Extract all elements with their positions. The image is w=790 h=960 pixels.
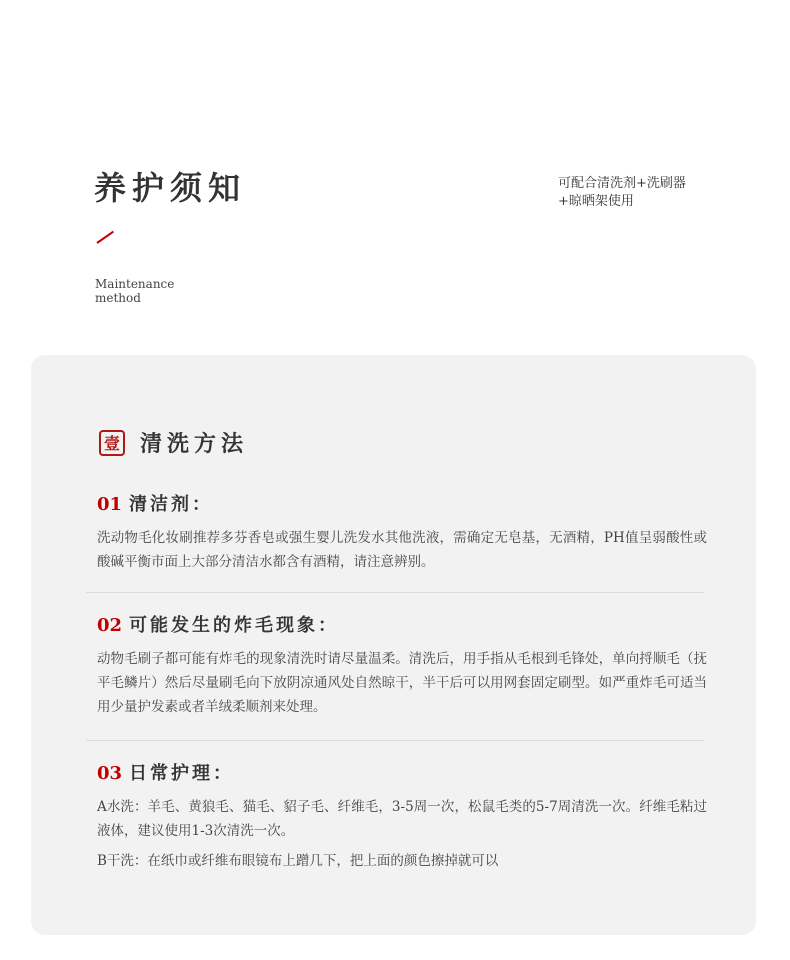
item-number: 01 <box>97 494 123 515</box>
item-title: 可能发生的炸毛现象： <box>129 615 339 636</box>
item-number: 03 <box>97 763 123 784</box>
item-header <box>97 759 707 785</box>
tip-line-2: +晾晒架使用 <box>558 194 634 209</box>
subtitle-line-1: Maintenance <box>95 277 175 291</box>
item-detergent <box>97 490 707 574</box>
subtitle-line-2: method <box>95 291 141 305</box>
page-subtitle <box>95 277 205 305</box>
item-paragraph-wash: A水洗：羊毛、黄狼毛、猫毛、貂子毛、纤维毛，3-5周一次，松鼠毛类的5-7周清洗一次。纤维毛粘过液体，建议使用1-3次清洗一次。 <box>97 799 707 839</box>
section-header <box>99 427 248 458</box>
item-number: 02 <box>97 615 123 636</box>
item-frizz <box>97 611 707 719</box>
item-header <box>97 490 707 516</box>
item-title: 清洁剂： <box>129 494 213 515</box>
cleaning-method-card <box>31 355 756 935</box>
item-paragraph-dry: B干洗：在纸巾或纤维布眼镜布上蹭几下，把上面的颜色擦掉就可以 <box>97 853 499 869</box>
section-number-badge: 壹 <box>99 430 125 456</box>
divider <box>86 740 704 741</box>
item-paragraph: 洗动物毛化妆刷推荐多芬香皂或强生婴儿洗发水其他洗液，需确定无皂基，无酒精，PH值呈弱酸性或酸碱平衡市面上大部分清洁水都含有酒精，请注意辨别。 <box>97 530 707 570</box>
divider <box>86 592 704 593</box>
item-header <box>97 611 707 637</box>
section-title: 清洗方法 <box>140 431 249 457</box>
usage-tip <box>558 175 718 211</box>
tip-line-1: 可配合清洗剂+洗刷器 <box>558 176 686 191</box>
item-paragraph: 动物毛刷子都可能有炸毛的现象清洗时请尽量温柔。清洗后，用手指从毛根到毛锋处，单向捋顺毛（抚平毛鳞片）然后尽量刷毛向下放阴凉通风处自然晾干，半干后可以用网套固定刷型。如严重炸毛可适当用少量护发素或者羊绒柔顺剂来处理。 <box>97 651 707 715</box>
item-title: 日常护理： <box>129 763 234 784</box>
accent-slash <box>96 231 114 244</box>
item-daily-care <box>97 759 707 873</box>
page-title: 养护须知 <box>94 169 247 207</box>
